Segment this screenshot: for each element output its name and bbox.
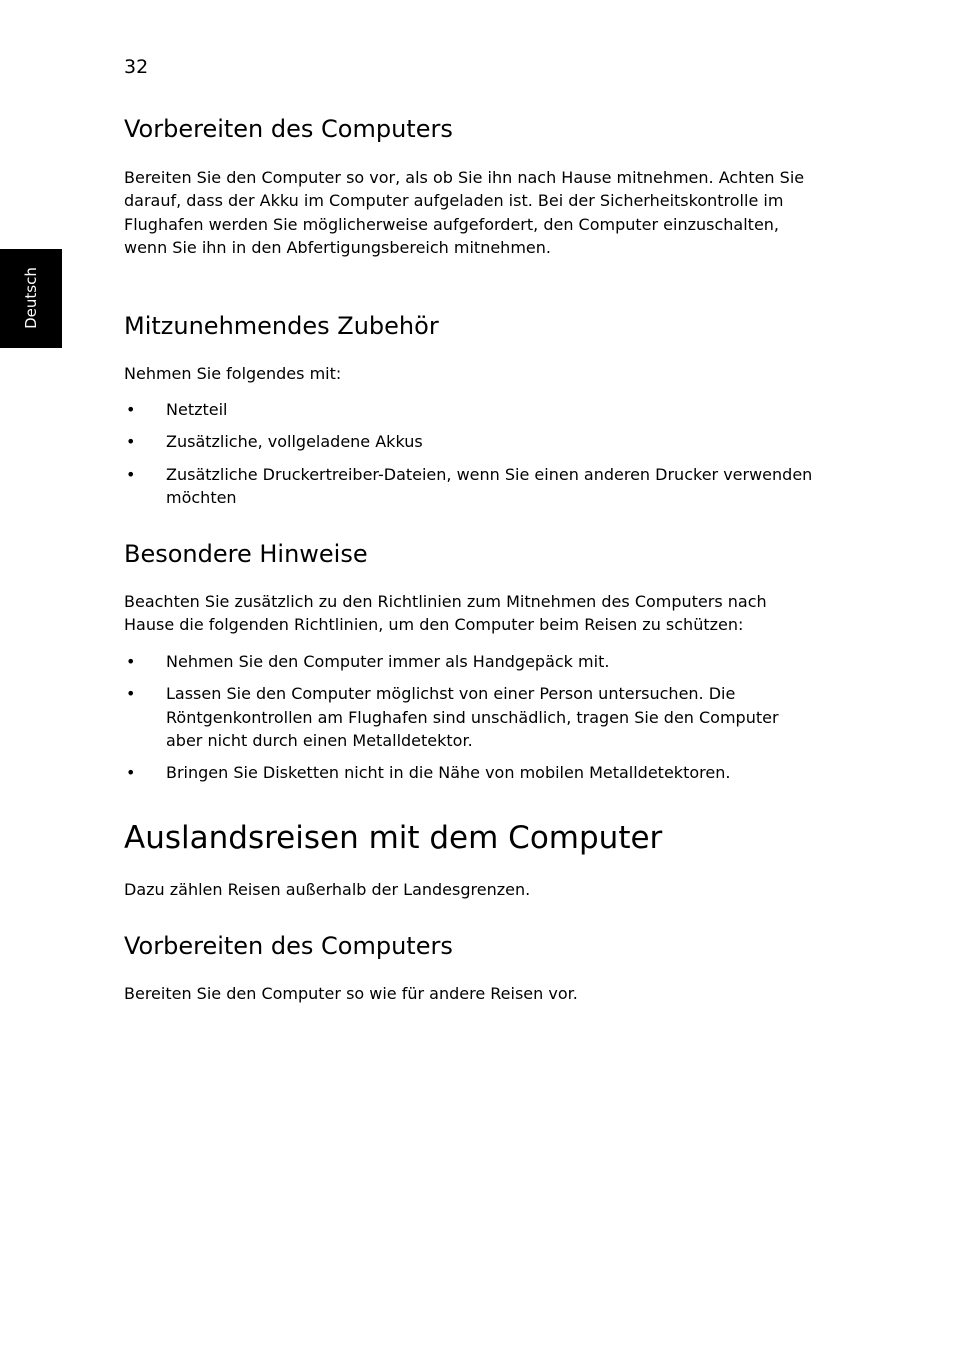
section-accessories-intro (124, 362, 814, 385)
section-heading: Mitzunehmendes Zubehör (124, 312, 439, 340)
list-item-text: Nehmen Sie den Computer immer als Handgepäck mit. (166, 652, 610, 671)
list-item-text: Zusätzliche Druckertreiber-Dateien, wenn Sie einen anderen Drucker verwenden möchten (166, 464, 813, 508)
paragraph: Beachten Sie zusätzlich zu den Richtlinien zum Mitnehmen des Computers nach Hause die folgenden Richtlinien, um den Computer beim Reisen zu schützen: (124, 592, 767, 635)
bullet-icon: • (126, 400, 136, 419)
bullet-icon: • (126, 432, 136, 452)
paragraph: Nehmen Sie folgendes mit: (124, 364, 342, 383)
section-prepare-computer (124, 115, 814, 143)
list-item-text: Zusätzliche, vollgeladene Akkus (166, 432, 423, 452)
list-item-text: Lassen Sie den Computer möglichst von einer Person untersuchen. Die Röntgenkontrollen am Flughafen sind unschädlich, tragen Sie den Computer aber nicht durch einen Metalldetektor. (166, 684, 779, 751)
language-tab-label: Deutsch (22, 267, 40, 329)
section-heading: Vorbereiten des Computers (124, 932, 453, 960)
chapter-international-travel-body (124, 878, 814, 901)
list-item-text: Bringen Sie Disketten nicht in die Nähe von mobilen Metalldetektoren. (166, 762, 731, 782)
bullet-icon: • (126, 464, 136, 484)
paragraph: Dazu zählen Reisen außerhalb der Landesgrenzen. (124, 880, 531, 899)
list-item (124, 761, 814, 784)
section-heading: Vorbereiten des Computers (124, 115, 453, 143)
list-item (124, 650, 814, 673)
language-tab (0, 249, 62, 348)
list-item (124, 463, 814, 510)
chapter-international-travel (124, 820, 814, 856)
paragraph: Bereiten Sie den Computer so vor, als ob Sie ihn nach Hause mitnehmen. Achten Sie darauf, dass der Akku im Computer aufgeladen ist. Bei der Sicherheitskontrolle im Flughafen werden Sie möglicherweise aufgefordert, den Computer einzuschalten, wenn Sie ihn in den Abfertigungsbereich mitnehmen. (124, 168, 805, 258)
bullet-icon: • (126, 762, 136, 782)
section-heading: Besondere Hinweise (124, 540, 368, 568)
section-prepare-computer-abroad (124, 932, 814, 960)
section-prepare-computer-abroad-body (124, 982, 814, 1005)
chapter-heading: Auslandsreisen mit dem Computer (124, 820, 663, 856)
list-item (124, 682, 814, 752)
notes-list (124, 650, 814, 784)
bullet-icon: • (126, 652, 136, 671)
section-prepare-computer-body (124, 166, 814, 260)
list-item (124, 398, 814, 421)
section-special-notes-intro (124, 590, 814, 637)
page-number: 32 (124, 56, 149, 78)
list-item (124, 430, 814, 453)
bullet-icon: • (126, 684, 136, 704)
section-special-notes (124, 540, 814, 568)
section-accessories (124, 312, 814, 340)
list-item-text: Netzteil (166, 400, 228, 419)
paragraph: Bereiten Sie den Computer so wie für andere Reisen vor. (124, 984, 578, 1003)
accessories-list (124, 398, 814, 510)
